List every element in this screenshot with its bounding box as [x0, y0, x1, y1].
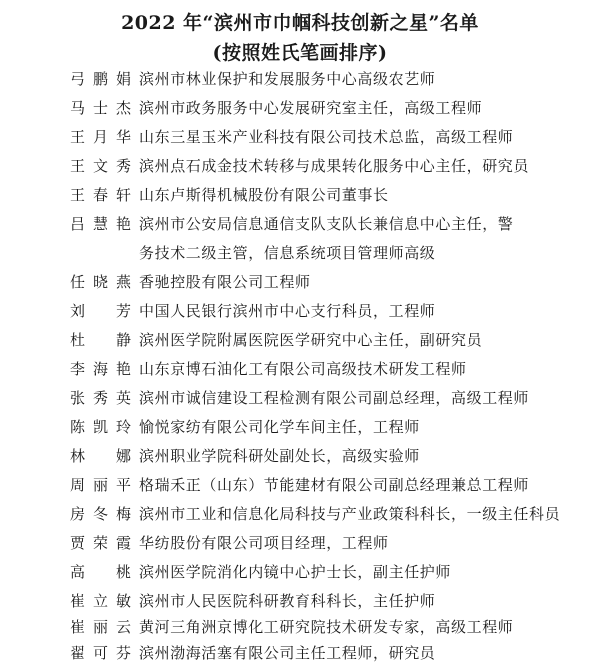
document-subtitle: (按照姓氏笔画排序) [212, 42, 388, 64]
person-name: 马士杰 [70, 99, 132, 117]
list-item [0, 614, 600, 640]
person-name: 张秀英 [70, 389, 132, 407]
person-name: 高 桃 [70, 563, 132, 581]
person-name: 崔丽云 [70, 618, 132, 636]
person-name: 翟可芬 [70, 644, 132, 662]
person-description: 华纺股份有限公司项目经理，工程师 [139, 534, 389, 552]
list-item [0, 95, 600, 121]
person-name: 弓鹏娟 [70, 70, 132, 88]
person-description: 滨州市政务服务中心发展研究室主任，高级工程师 [139, 99, 483, 117]
person-description: 滨州职业学院科研处副处长，高级实验师 [139, 447, 420, 465]
person-name: 房冬梅 [70, 505, 132, 523]
list-item [0, 298, 600, 324]
person-name: 王春轩 [70, 186, 132, 204]
person-name: 刘 芳 [70, 302, 132, 320]
person-description: 愉悦家纺有限公司化学车间主任，工程师 [139, 418, 420, 436]
list-item [0, 414, 600, 440]
list-item [0, 472, 600, 498]
person-description: 滨州市公安局信息通信支队支队长兼信息中心主任，警 [139, 215, 514, 233]
person-description: 滨州医学院附属医院医学研究中心主任，副研究员 [139, 331, 483, 349]
person-description: 山东三星玉米产业科技有限公司技术总监，高级工程师 [139, 128, 514, 146]
list-item [0, 66, 600, 92]
person-name: 李海艳 [70, 360, 132, 378]
person-description: 滨州渤海活塞有限公司主任工程师，研究员 [139, 644, 436, 662]
person-name: 吕慧艳 [70, 215, 132, 233]
list-item [0, 153, 600, 179]
list-item [0, 588, 600, 614]
person-description: 滨州医学院消化内镜中心护士长，副主任护师 [139, 563, 452, 581]
list-item [0, 501, 600, 527]
person-name: 王文秀 [70, 157, 132, 175]
list-item [0, 211, 600, 237]
list-item [0, 640, 600, 666]
person-description: 中国人民银行滨州市中心支行科员，工程师 [139, 302, 436, 320]
person-description: 滨州点石成金技术转移与成果转化服务中心主任，研究员 [139, 157, 530, 175]
person-name: 陈凯玲 [70, 418, 132, 436]
document-title: 2022 年“滨州市巾帼科技创新之星”名单 [121, 12, 479, 34]
person-description: 滨州市工业和信息化局科技与产业政策科科长，一级主任科员 [139, 505, 561, 523]
person-name: 王月华 [70, 128, 132, 146]
person-description: 格瑞禾正（山东）节能建材有限公司副总经理兼总工程师 [139, 476, 530, 494]
person-description: 香驰控股有限公司工程师 [139, 273, 311, 291]
person-description: 山东卢斯得机械股份有限公司董事长 [139, 186, 389, 204]
list-item [0, 327, 600, 353]
person-name: 任晓燕 [70, 273, 132, 291]
person-description-continued: 务技术二级主管，信息系统项目管理师高级 [139, 244, 436, 262]
person-description: 黄河三角洲京博化工研究院技术研发专家，高级工程师 [139, 618, 514, 636]
person-name: 崔立敏 [70, 592, 132, 610]
person-description: 滨州市林业保护和发展服务中心高级农艺师 [139, 70, 436, 88]
list-item [0, 559, 600, 585]
person-name: 周丽平 [70, 476, 132, 494]
list-item [0, 385, 600, 411]
list-item [0, 124, 600, 150]
person-description: 滨州市人民医院科研教育科科长，主任护师 [139, 592, 436, 610]
list-item [0, 182, 600, 208]
person-description: 滨州市诚信建设工程检测有限公司副总经理，高级工程师 [139, 389, 530, 407]
person-name: 林 娜 [70, 447, 132, 465]
person-name: 贾荣霞 [70, 534, 132, 552]
list-item [0, 443, 600, 469]
list-item [0, 269, 600, 295]
person-description: 山东京博石油化工有限公司高级技术研发工程师 [139, 360, 467, 378]
list-item [0, 356, 600, 382]
list-item [0, 530, 600, 556]
person-name: 杜 静 [70, 331, 132, 349]
